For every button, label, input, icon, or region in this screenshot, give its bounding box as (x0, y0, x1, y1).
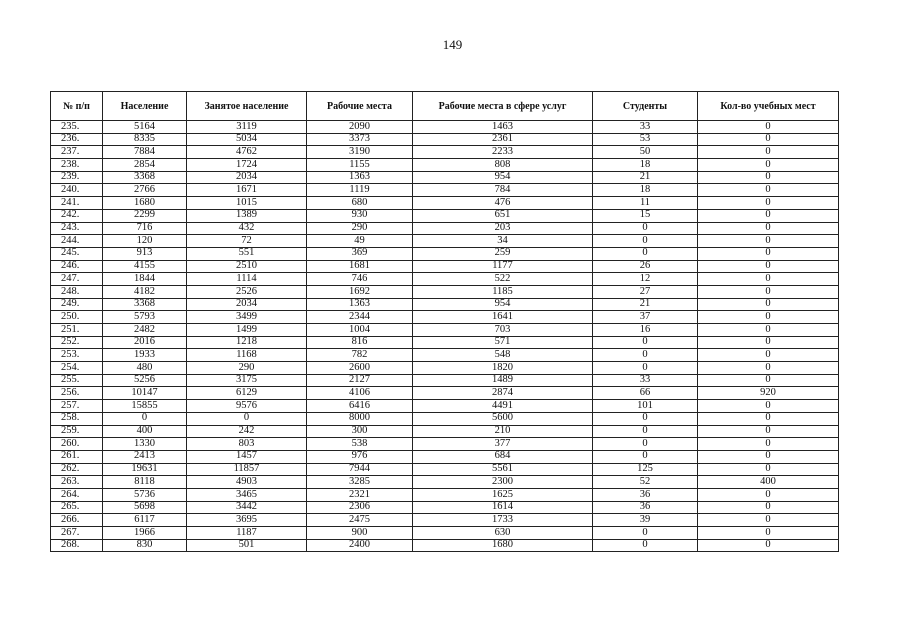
cell-row-number: 258. (51, 412, 103, 425)
cell-row-number: 257. (51, 400, 103, 413)
cell-service-jobs: 259 (413, 247, 593, 260)
cell-employed: 1724 (187, 159, 307, 172)
cell-row-number: 243. (51, 222, 103, 235)
table-row (51, 324, 839, 337)
table-row (51, 285, 839, 298)
table-row (51, 501, 839, 514)
cell-population: 1966 (103, 527, 187, 540)
cell-students: 0 (593, 222, 698, 235)
cell-population: 5698 (103, 501, 187, 514)
cell-study-places: 0 (698, 197, 839, 210)
cell-row-number: 249. (51, 298, 103, 311)
table-row (51, 298, 839, 311)
cell-row-number: 260. (51, 438, 103, 451)
table-row (51, 476, 839, 489)
cell-jobs: 1004 (307, 324, 413, 337)
cell-population: 1844 (103, 273, 187, 286)
cell-employed: 1187 (187, 527, 307, 540)
cell-students: 0 (593, 438, 698, 451)
cell-study-places: 0 (698, 184, 839, 197)
cell-population: 2766 (103, 184, 187, 197)
cell-students: 36 (593, 488, 698, 501)
cell-service-jobs: 2874 (413, 387, 593, 400)
cell-students: 21 (593, 298, 698, 311)
cell-row-number: 253. (51, 349, 103, 362)
cell-study-places: 0 (698, 527, 839, 540)
cell-service-jobs: 684 (413, 450, 593, 463)
cell-employed: 1499 (187, 324, 307, 337)
column-header-number: № п/п (51, 92, 103, 121)
cell-students: 0 (593, 425, 698, 438)
cell-service-jobs: 1625 (413, 488, 593, 501)
page-number: 149 (442, 37, 463, 52)
cell-students: 21 (593, 171, 698, 184)
cell-students: 27 (593, 285, 698, 298)
cell-study-places: 0 (698, 121, 839, 134)
table-row (51, 412, 839, 425)
column-header-jobs: Рабочие места (307, 92, 413, 121)
cell-students: 0 (593, 539, 698, 552)
cell-study-places: 0 (698, 400, 839, 413)
cell-service-jobs: 1185 (413, 285, 593, 298)
cell-service-jobs: 808 (413, 159, 593, 172)
cell-population: 716 (103, 222, 187, 235)
cell-population: 1933 (103, 349, 187, 362)
cell-employed: 3695 (187, 514, 307, 527)
cell-study-places: 0 (698, 488, 839, 501)
cell-jobs: 300 (307, 425, 413, 438)
cell-employed: 2034 (187, 171, 307, 184)
cell-population: 5256 (103, 374, 187, 387)
cell-students: 0 (593, 336, 698, 349)
cell-service-jobs: 1680 (413, 539, 593, 552)
cell-row-number: 263. (51, 476, 103, 489)
cell-employed: 501 (187, 539, 307, 552)
cell-study-places: 0 (698, 235, 839, 248)
cell-population: 1330 (103, 438, 187, 451)
cell-employed: 2034 (187, 298, 307, 311)
cell-service-jobs: 630 (413, 527, 593, 540)
cell-jobs: 3373 (307, 133, 413, 146)
cell-jobs: 1363 (307, 298, 413, 311)
cell-row-number: 261. (51, 450, 103, 463)
cell-students: 0 (593, 349, 698, 362)
cell-service-jobs: 1614 (413, 501, 593, 514)
table-row (51, 527, 839, 540)
cell-row-number: 265. (51, 501, 103, 514)
cell-employed: 11857 (187, 463, 307, 476)
table-row (51, 273, 839, 286)
cell-population: 4155 (103, 260, 187, 273)
cell-jobs: 3190 (307, 146, 413, 159)
cell-jobs: 2344 (307, 311, 413, 324)
cell-jobs: 1681 (307, 260, 413, 273)
cell-service-jobs: 2300 (413, 476, 593, 489)
cell-employed: 0 (187, 412, 307, 425)
cell-jobs: 1119 (307, 184, 413, 197)
cell-jobs: 746 (307, 273, 413, 286)
cell-row-number: 254. (51, 362, 103, 375)
cell-service-jobs: 1641 (413, 311, 593, 324)
cell-employed: 242 (187, 425, 307, 438)
cell-students: 18 (593, 184, 698, 197)
cell-service-jobs: 954 (413, 171, 593, 184)
cell-row-number: 247. (51, 273, 103, 286)
cell-row-number: 239. (51, 171, 103, 184)
cell-population: 480 (103, 362, 187, 375)
cell-study-places: 0 (698, 336, 839, 349)
cell-students: 37 (593, 311, 698, 324)
table-row (51, 260, 839, 273)
table-row (51, 311, 839, 324)
cell-jobs: 2400 (307, 539, 413, 552)
cell-row-number: 256. (51, 387, 103, 400)
cell-employed: 1218 (187, 336, 307, 349)
cell-students: 0 (593, 527, 698, 540)
cell-service-jobs: 377 (413, 438, 593, 451)
cell-service-jobs: 2361 (413, 133, 593, 146)
cell-population: 4182 (103, 285, 187, 298)
cell-students: 12 (593, 273, 698, 286)
cell-row-number: 250. (51, 311, 103, 324)
table-row (51, 235, 839, 248)
cell-employed: 432 (187, 222, 307, 235)
table-row (51, 514, 839, 527)
cell-employed: 3175 (187, 374, 307, 387)
cell-study-places: 0 (698, 209, 839, 222)
cell-service-jobs: 5600 (413, 412, 593, 425)
cell-service-jobs: 203 (413, 222, 593, 235)
cell-study-places: 0 (698, 159, 839, 172)
cell-jobs: 680 (307, 197, 413, 210)
table-row (51, 209, 839, 222)
cell-service-jobs: 2233 (413, 146, 593, 159)
cell-study-places: 0 (698, 349, 839, 362)
table-row (51, 400, 839, 413)
cell-population: 3368 (103, 171, 187, 184)
cell-row-number: 236. (51, 133, 103, 146)
cell-row-number: 244. (51, 235, 103, 248)
cell-students: 16 (593, 324, 698, 337)
cell-jobs: 976 (307, 450, 413, 463)
cell-jobs: 6416 (307, 400, 413, 413)
cell-jobs: 2090 (307, 121, 413, 134)
cell-population: 120 (103, 235, 187, 248)
table-row (51, 159, 839, 172)
table-row (51, 488, 839, 501)
cell-row-number: 268. (51, 539, 103, 552)
cell-row-number: 235. (51, 121, 103, 134)
cell-row-number: 248. (51, 285, 103, 298)
cell-students: 0 (593, 362, 698, 375)
table-header-row (51, 92, 839, 121)
cell-population: 5164 (103, 121, 187, 134)
cell-students: 11 (593, 197, 698, 210)
table-row (51, 336, 839, 349)
cell-service-jobs: 1177 (413, 260, 593, 273)
cell-study-places: 0 (698, 438, 839, 451)
cell-students: 53 (593, 133, 698, 146)
cell-study-places: 0 (698, 501, 839, 514)
cell-jobs: 1155 (307, 159, 413, 172)
cell-row-number: 266. (51, 514, 103, 527)
cell-row-number: 246. (51, 260, 103, 273)
cell-jobs: 2600 (307, 362, 413, 375)
column-header-employed: Занятое население (187, 92, 307, 121)
cell-employed: 1457 (187, 450, 307, 463)
cell-study-places: 0 (698, 133, 839, 146)
cell-service-jobs: 5561 (413, 463, 593, 476)
cell-service-jobs: 1489 (413, 374, 593, 387)
cell-service-jobs: 476 (413, 197, 593, 210)
cell-students: 0 (593, 235, 698, 248)
cell-service-jobs: 1733 (413, 514, 593, 527)
table-row (51, 463, 839, 476)
cell-row-number: 264. (51, 488, 103, 501)
cell-service-jobs: 651 (413, 209, 593, 222)
cell-service-jobs: 34 (413, 235, 593, 248)
cell-population: 8118 (103, 476, 187, 489)
cell-study-places: 920 (698, 387, 839, 400)
cell-jobs: 4106 (307, 387, 413, 400)
cell-population: 3368 (103, 298, 187, 311)
cell-employed: 2510 (187, 260, 307, 273)
cell-service-jobs: 548 (413, 349, 593, 362)
cell-students: 52 (593, 476, 698, 489)
cell-students: 33 (593, 121, 698, 134)
cell-study-places: 0 (698, 146, 839, 159)
column-header-population: Население (103, 92, 187, 121)
cell-jobs: 7944 (307, 463, 413, 476)
cell-jobs: 2475 (307, 514, 413, 527)
cell-employed: 1671 (187, 184, 307, 197)
cell-study-places: 0 (698, 298, 839, 311)
statistics-table (50, 91, 839, 552)
cell-study-places: 0 (698, 412, 839, 425)
table-row (51, 349, 839, 362)
cell-population: 913 (103, 247, 187, 260)
cell-employed: 3119 (187, 121, 307, 134)
cell-students: 66 (593, 387, 698, 400)
table-row (51, 362, 839, 375)
cell-jobs: 2127 (307, 374, 413, 387)
cell-students: 33 (593, 374, 698, 387)
cell-study-places: 0 (698, 539, 839, 552)
cell-employed: 1015 (187, 197, 307, 210)
cell-jobs: 900 (307, 527, 413, 540)
cell-employed: 9576 (187, 400, 307, 413)
cell-students: 26 (593, 260, 698, 273)
cell-employed: 290 (187, 362, 307, 375)
cell-population: 400 (103, 425, 187, 438)
table-row (51, 450, 839, 463)
cell-population: 830 (103, 539, 187, 552)
cell-employed: 803 (187, 438, 307, 451)
cell-row-number: 259. (51, 425, 103, 438)
cell-population: 8335 (103, 133, 187, 146)
cell-employed: 4903 (187, 476, 307, 489)
cell-jobs: 49 (307, 235, 413, 248)
table-row (51, 197, 839, 210)
cell-service-jobs: 4491 (413, 400, 593, 413)
cell-population: 19631 (103, 463, 187, 476)
cell-jobs: 1692 (307, 285, 413, 298)
cell-study-places: 0 (698, 285, 839, 298)
table-row (51, 133, 839, 146)
cell-population: 10147 (103, 387, 187, 400)
cell-study-places: 0 (698, 463, 839, 476)
cell-row-number: 245. (51, 247, 103, 260)
cell-study-places: 0 (698, 171, 839, 184)
cell-study-places: 0 (698, 247, 839, 260)
cell-study-places: 0 (698, 450, 839, 463)
cell-study-places: 0 (698, 222, 839, 235)
cell-jobs: 8000 (307, 412, 413, 425)
cell-jobs: 1363 (307, 171, 413, 184)
cell-row-number: 255. (51, 374, 103, 387)
cell-study-places: 0 (698, 514, 839, 527)
cell-students: 50 (593, 146, 698, 159)
column-header-service-jobs: Рабочие места в сфере услуг (413, 92, 593, 121)
table-row (51, 222, 839, 235)
cell-row-number: 237. (51, 146, 103, 159)
cell-row-number: 238. (51, 159, 103, 172)
table-row (51, 387, 839, 400)
cell-employed: 3442 (187, 501, 307, 514)
cell-population: 2482 (103, 324, 187, 337)
cell-row-number: 262. (51, 463, 103, 476)
cell-row-number: 267. (51, 527, 103, 540)
cell-employed: 3465 (187, 488, 307, 501)
cell-population: 15855 (103, 400, 187, 413)
cell-population: 7884 (103, 146, 187, 159)
column-header-study-places: Кол-во учебных мест (698, 92, 839, 121)
table-row (51, 374, 839, 387)
cell-jobs: 3285 (307, 476, 413, 489)
cell-population: 2413 (103, 450, 187, 463)
cell-jobs: 2306 (307, 501, 413, 514)
cell-employed: 6129 (187, 387, 307, 400)
cell-service-jobs: 522 (413, 273, 593, 286)
table-row (51, 247, 839, 260)
cell-students: 15 (593, 209, 698, 222)
column-header-students: Студенты (593, 92, 698, 121)
cell-students: 18 (593, 159, 698, 172)
cell-jobs: 782 (307, 349, 413, 362)
cell-students: 0 (593, 412, 698, 425)
cell-population: 2299 (103, 209, 187, 222)
cell-employed: 1389 (187, 209, 307, 222)
table-row (51, 425, 839, 438)
cell-row-number: 242. (51, 209, 103, 222)
cell-population: 6117 (103, 514, 187, 527)
cell-population: 2016 (103, 336, 187, 349)
cell-employed: 5034 (187, 133, 307, 146)
table-row (51, 146, 839, 159)
cell-study-places: 0 (698, 273, 839, 286)
cell-row-number: 252. (51, 336, 103, 349)
cell-study-places: 0 (698, 260, 839, 273)
cell-population: 1680 (103, 197, 187, 210)
cell-service-jobs: 571 (413, 336, 593, 349)
cell-students: 0 (593, 247, 698, 260)
cell-employed: 72 (187, 235, 307, 248)
cell-jobs: 930 (307, 209, 413, 222)
cell-employed: 1114 (187, 273, 307, 286)
cell-students: 36 (593, 501, 698, 514)
table-row (51, 171, 839, 184)
cell-employed: 1168 (187, 349, 307, 362)
cell-employed: 3499 (187, 311, 307, 324)
cell-study-places: 0 (698, 425, 839, 438)
cell-students: 101 (593, 400, 698, 413)
cell-row-number: 241. (51, 197, 103, 210)
cell-row-number: 240. (51, 184, 103, 197)
cell-study-places: 0 (698, 311, 839, 324)
cell-population: 0 (103, 412, 187, 425)
cell-study-places: 0 (698, 362, 839, 375)
table-row (51, 539, 839, 552)
cell-service-jobs: 1463 (413, 121, 593, 134)
cell-students: 125 (593, 463, 698, 476)
cell-employed: 2526 (187, 285, 307, 298)
cell-jobs: 2321 (307, 488, 413, 501)
cell-study-places: 400 (698, 476, 839, 489)
cell-study-places: 0 (698, 324, 839, 337)
cell-employed: 4762 (187, 146, 307, 159)
cell-jobs: 538 (307, 438, 413, 451)
cell-jobs: 290 (307, 222, 413, 235)
cell-employed: 551 (187, 247, 307, 260)
cell-service-jobs: 784 (413, 184, 593, 197)
cell-population: 5793 (103, 311, 187, 324)
cell-jobs: 369 (307, 247, 413, 260)
cell-service-jobs: 210 (413, 425, 593, 438)
table-row (51, 184, 839, 197)
cell-service-jobs: 703 (413, 324, 593, 337)
table-row (51, 121, 839, 134)
cell-students: 39 (593, 514, 698, 527)
cell-service-jobs: 954 (413, 298, 593, 311)
table-row (51, 438, 839, 451)
cell-study-places: 0 (698, 374, 839, 387)
cell-row-number: 251. (51, 324, 103, 337)
cell-population: 2854 (103, 159, 187, 172)
cell-students: 0 (593, 450, 698, 463)
cell-service-jobs: 1820 (413, 362, 593, 375)
cell-jobs: 816 (307, 336, 413, 349)
cell-population: 5736 (103, 488, 187, 501)
table-body (51, 121, 839, 552)
